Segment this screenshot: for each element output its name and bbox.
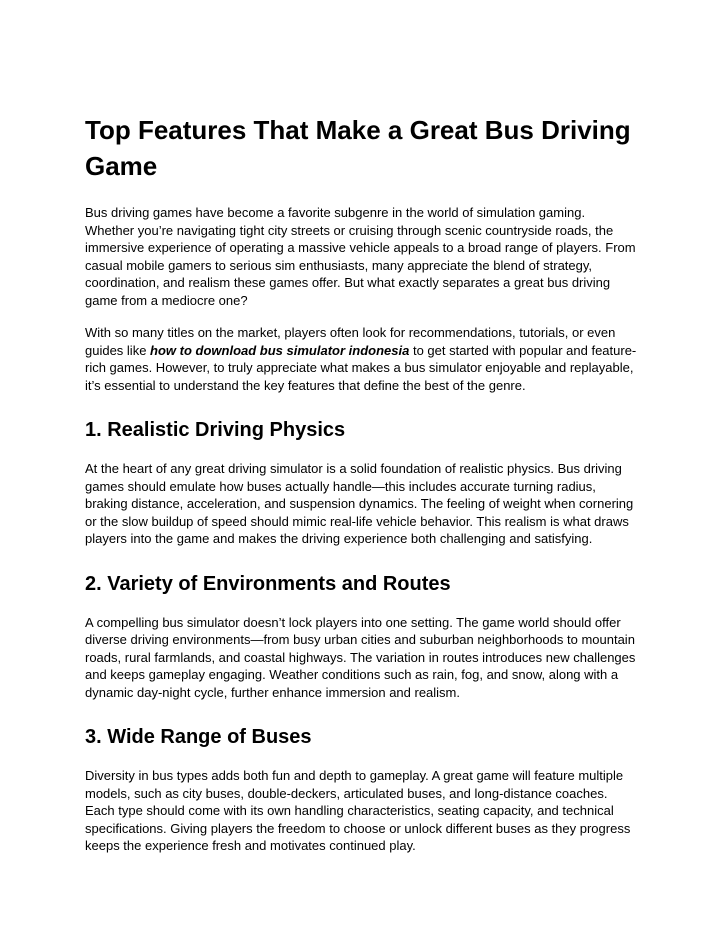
section-heading-buses: 3. Wide Range of Buses (85, 726, 312, 748)
document-page (85, 112, 637, 870)
intro-text-before-link: With so many titles on the market, players often look for recommendations, tutorials, or even guides like (85, 325, 616, 358)
section-heading-physics: 1. Realistic Driving Physics (85, 419, 346, 441)
page-title: Top Features That Make a Great Bus Driving Game (85, 115, 631, 181)
section-body-environments: A compelling bus simulator doesn’t lock players into one setting. The game world should offer diverse driving environments—from busy urban cities and suburban neighborhoods to mountain roads, rural farmlands, and coastal highways. The variation in routes introduces new challenges and keeps gameplay engaging. Weather conditions such as rain, fog, and snow, along with a dynamic day-night cycle, further enhance immersion and realism. (85, 614, 636, 700)
download-guide-link[interactable]: how to download bus simulator indonesia (150, 342, 410, 358)
section-body-physics: At the heart of any great driving simulator is a solid foundation of realistic physics. Bus driving games should emulate how buses actually handle—this includes accurate turning radius, braking distance, acceleration, and suspension dynamics. The feeling of weight when cornering or the slow buildup of speed should mimic real-life vehicle behavior. This realism is what draws players into the game and makes the driving experience both challenging and satisfying. (85, 461, 634, 546)
section-body-buses: Diversity in bus types adds both fun and depth to gameplay. A great game will feature multiple models, such as city buses, double-deckers, articulated buses, and long-distance coaches. Each type should come with its own handling characteristics, seating capacity, and technical specifications. Giving players the freedom to choose or unlock different buses as they progress keeps the experience fresh and motivates continued play. (85, 768, 631, 853)
intro-paragraph-with-link (85, 324, 637, 394)
section-heading-environments: 2. Variety of Environments and Routes (85, 572, 451, 595)
intro-paragraph: Bus driving games have become a favorite subgenre in the world of simulation gaming. Whether you’re navigating tight city streets or cruising through scenic countryside roads, the immersive experience of operating a massive vehicle appeals to a broad range of players. From casual mobile gamers to serious sim enthusiasts, many appreciate the blend of strategy, coordination, and realism these games offer. But what exactly separates a great bus driving game from a mediocre one? (85, 205, 636, 308)
intro-text-after-link: to get started with popular and feature-rich games. However, to truly appreciate what makes a bus simulator enjoyable and replayable, it’s essential to understand the key features that define the best of the genre. (85, 342, 637, 393)
